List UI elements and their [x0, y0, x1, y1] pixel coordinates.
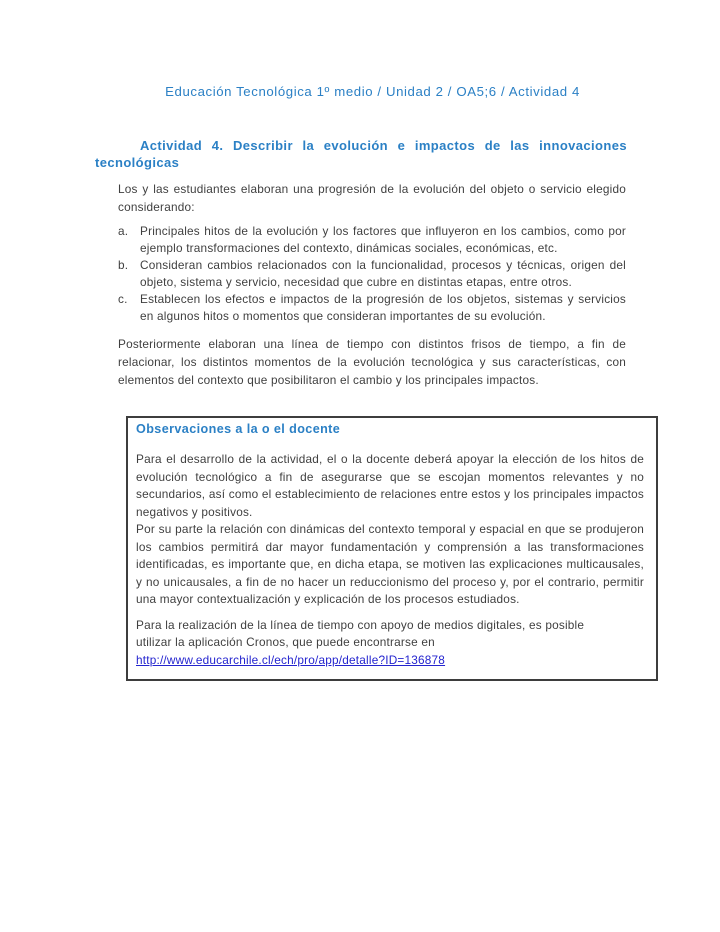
- observations-paragraph-2: Por su parte la relación con dinámicas del contexto temporal y espacial en que se produjeron los cambios permitirá dar mayor fundamentación y comprensión a las transformaciones identificadas, es importante que, en dicha etapa, se motiven las explicaciones multicausales, y no unicausales, a fin de no hacer un reduccionismo del proceso y, por el contrario, permitir una mayor contextualización y explicación de los procesos estudiados.: [136, 522, 644, 606]
- activity-title-line1: Actividad 4. Describir la evolución e impactos de las innovaciones: [140, 138, 627, 153]
- activity-title-line2: tecnológicas: [95, 155, 180, 170]
- teacher-observations-box: [126, 416, 658, 681]
- list-item: [118, 291, 626, 325]
- activity-list: [118, 223, 626, 325]
- list-item-marker: a.: [118, 224, 129, 238]
- observations-paragraph-1: Para el desarrollo de la actividad, el o la docente deberá apoyar la elección de los hitos de evolución tecnológico a fin de asegurarse que se escojan momentos relevantes y no secundarios, así como el establecimiento de relaciones entre estos y los principales impactos negativos y positivos.: [136, 452, 644, 519]
- breadcrumb: Educación Tecnológica 1º medio / Unidad 2 / OA5;6 / Actividad 4: [165, 84, 580, 99]
- timeline-paragraph: Posteriormente elaboran una línea de tiempo con distintos frisos de tiempo, a fin de relacionar, los distintos momentos de la evolución tecnológica y sus características, con elementos del contexto que posibilitaron el cambio y los principales impactos.: [118, 337, 626, 387]
- activity-title: [95, 137, 627, 171]
- observations-title: Observaciones a la o el docente: [136, 422, 341, 436]
- educarchile-link[interactable]: http://www.educarchile.cl/ech/pro/app/detalle?ID=136878: [136, 652, 446, 667]
- observations-paragraph-3-line1: Para la realización de la línea de tiempo con apoyo de medios digitales, es posible: [136, 617, 585, 632]
- intro-paragraph: Los y las estudiantes elaboran una progresión de la evolución del objeto o servicio elegido considerando:: [118, 182, 626, 214]
- list-item: [118, 257, 626, 291]
- list-item: [118, 223, 626, 257]
- list-item-marker: c.: [118, 292, 128, 306]
- list-item-marker: b.: [118, 258, 129, 272]
- list-item-text: Establecen los efectos e impactos de la progresión de los objetos, sistemas y servicios en algunos hitos o momentos que consideran importantes de su evolución.: [140, 292, 626, 323]
- list-item-text: Principales hitos de la evolución y los factores que influyeron en los cambios, como por ejemplo transformaciones del contexto, dinámicas sociales, económicas, etc.: [140, 224, 626, 255]
- list-item-text: Consideran cambios relacionados con la funcionalidad, procesos y técnicas, origen del objeto, sistema y servicio, necesidad que cubre en distintas etapas, entre otros.: [140, 258, 626, 289]
- observations-paragraph-3-line2: utilizar la aplicación Cronos, que puede encontrarse en: [136, 635, 435, 649]
- observations-paragraph-3: [136, 617, 644, 670]
